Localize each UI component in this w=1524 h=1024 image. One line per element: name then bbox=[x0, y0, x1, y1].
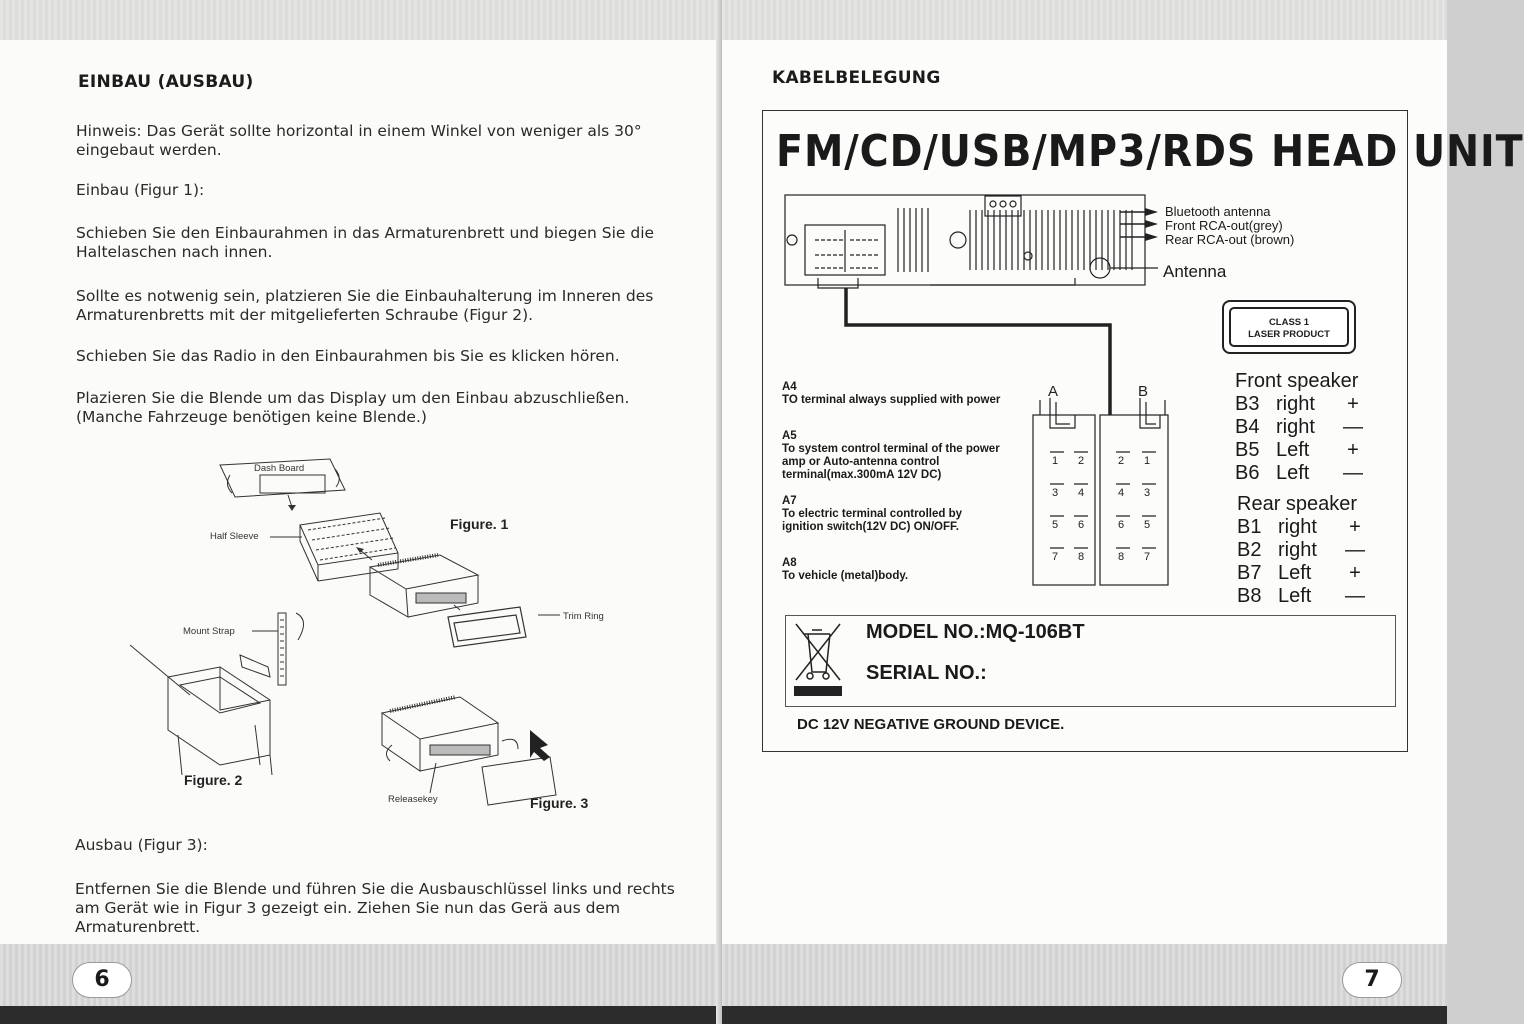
paragraph-einbauhalterung: Sollte es notwenig sein, platzieren Sie die Einbauhalterung im Inneren des Armaturenbretts mit der mitgelieferten Schraube (Figur 2). bbox=[76, 287, 654, 324]
front-speaker-row bbox=[1235, 462, 1368, 485]
speaker-polarity: + bbox=[1347, 393, 1359, 415]
paragraph-hinweis: Hinweis: Das Gerät sollte horizontal in einem Winkel von weniger als 30° eingebaut werden. bbox=[76, 122, 642, 159]
svg-text:1: 1 bbox=[1052, 455, 1059, 467]
speaker-polarity: + bbox=[1347, 439, 1359, 461]
speaker-polarity: — bbox=[1345, 539, 1365, 561]
pin-a7 bbox=[782, 495, 1002, 534]
front-speaker-row bbox=[1235, 416, 1368, 439]
label-mount-strap: Mount Strap bbox=[183, 626, 235, 637]
speaker-side: right bbox=[1278, 539, 1317, 561]
front-speaker-title: Front speaker bbox=[1235, 370, 1359, 392]
paragraph-entfernen: Entfernen Sie die Blende und führen Sie die Ausbauschlüssel links und rechts am Gerät wie in Figur 3 gezeigt ein. Ziehen Sie nun das Gerä aus dem Armaturenbrett. bbox=[75, 880, 675, 936]
label-bluetooth-antenna: Bluetooth antenna bbox=[1165, 204, 1271, 219]
pin-a4-desc: TO terminal always supplied with power bbox=[782, 394, 1001, 406]
half-sleeve-drawing bbox=[300, 513, 398, 581]
mount-strap-drawing bbox=[240, 613, 304, 685]
label-releasekey: Releasekey bbox=[388, 794, 438, 805]
front-speaker-row bbox=[1235, 393, 1368, 416]
head-unit-title: FM/CD/USB/MP3/RDS HEAD UNIT bbox=[776, 126, 1524, 177]
speaker-polarity: — bbox=[1345, 585, 1365, 607]
dashboard-opening-drawing bbox=[130, 645, 272, 775]
svg-text:3: 3 bbox=[1144, 487, 1151, 499]
svg-text:5: 5 bbox=[1144, 519, 1151, 531]
pin-a4 bbox=[782, 381, 1022, 407]
speaker-pin: B1 bbox=[1237, 516, 1262, 538]
speaker-side: Left bbox=[1278, 562, 1312, 584]
ground-note: DC 12V NEGATIVE GROUND DEVICE. bbox=[797, 716, 1065, 733]
radio-unit-drawing bbox=[370, 555, 478, 617]
speaker-pin: B7 bbox=[1237, 562, 1262, 584]
pin-a5-label: A5 bbox=[782, 430, 797, 442]
svg-text:7: 7 bbox=[1052, 551, 1059, 563]
speaker-side: Left bbox=[1276, 462, 1310, 484]
label-front-rca: Front RCA-out(grey) bbox=[1165, 218, 1283, 233]
speaker-side: right bbox=[1276, 416, 1315, 438]
svg-text:6: 6 bbox=[1118, 519, 1125, 531]
pin-a5 bbox=[782, 430, 1022, 482]
speaker-side: Left bbox=[1276, 439, 1310, 461]
pin-a8-label: A8 bbox=[782, 557, 797, 569]
paragraph-ausbau: Ausbau (Figur 3): bbox=[75, 836, 208, 854]
speaker-side: Left bbox=[1278, 585, 1312, 607]
scan-top-band-right bbox=[722, 0, 1447, 40]
laser-class-line1: CLASS 1 bbox=[1268, 317, 1310, 328]
scan-top-band bbox=[0, 0, 722, 40]
label-figure3: Figure. 3 bbox=[530, 795, 589, 811]
rear-speaker-row bbox=[1237, 539, 1370, 562]
label-rear-rca: Rear RCA-out (brown) bbox=[1165, 232, 1295, 247]
svg-text:8: 8 bbox=[1078, 551, 1085, 563]
rear-speaker-row bbox=[1237, 516, 1370, 539]
speaker-side: right bbox=[1278, 516, 1317, 538]
label-figure2: Figure. 2 bbox=[184, 772, 243, 788]
svg-text:2: 2 bbox=[1118, 455, 1125, 467]
pin-a7-desc: To electric terminal controlled by ignition switch(12V DC) ON/OFF. bbox=[782, 508, 962, 533]
laser-class-badge bbox=[1222, 300, 1356, 354]
svg-text:4: 4 bbox=[1118, 487, 1125, 499]
svg-text:6: 6 bbox=[1078, 519, 1085, 531]
rear-speaker-row bbox=[1237, 585, 1370, 608]
label-figure1: Figure. 1 bbox=[450, 516, 509, 532]
speaker-pin: B5 bbox=[1235, 439, 1260, 461]
plug-label-a: A bbox=[1048, 383, 1059, 400]
speaker-polarity: + bbox=[1349, 516, 1361, 538]
speaker-polarity: — bbox=[1343, 462, 1363, 484]
plug-label-b: B bbox=[1138, 383, 1149, 400]
trim-ring-drawing bbox=[448, 607, 526, 647]
pin-a8 bbox=[782, 557, 1002, 583]
pin-a7-label: A7 bbox=[782, 495, 797, 507]
label-antenna: Antenna bbox=[1163, 262, 1227, 281]
svg-text:2: 2 bbox=[1078, 455, 1085, 467]
pin-a8-desc: To vehicle (metal)body. bbox=[782, 570, 909, 582]
svg-text:3: 3 bbox=[1052, 487, 1059, 499]
rear-speaker-title: Rear speaker bbox=[1237, 493, 1358, 515]
pin-a4-label: A4 bbox=[782, 381, 797, 393]
label-trim-ring: Trim Ring bbox=[563, 611, 604, 622]
installation-figures bbox=[120, 445, 640, 825]
weee-bin-icon bbox=[790, 620, 846, 698]
right-heading: KABELBELEGUNG bbox=[772, 68, 941, 88]
paragraph-blende: Plazieren Sie die Blende um das Display um den Einbau abzuschließen. (Manche Fahrzeuge benötigen keine Blende.) bbox=[76, 389, 630, 426]
speaker-pin: B3 bbox=[1235, 393, 1260, 415]
front-speaker-row bbox=[1235, 439, 1368, 462]
svg-text:1: 1 bbox=[1144, 455, 1151, 467]
page-number-left: 6 bbox=[72, 962, 132, 998]
model-number: MODEL NO.:MQ-106BT bbox=[866, 621, 1085, 643]
svg-text:5: 5 bbox=[1052, 519, 1059, 531]
speaker-pin: B4 bbox=[1235, 416, 1260, 438]
rear-speaker-block bbox=[1237, 493, 1370, 608]
front-speaker-block bbox=[1235, 370, 1368, 485]
scan-bottom-band-right bbox=[722, 944, 1447, 1024]
iso-connectors bbox=[1030, 380, 1180, 590]
paragraph-einbau: Einbau (Figur 1): bbox=[76, 181, 205, 199]
label-half-sleeve: Half Sleeve bbox=[210, 531, 259, 542]
page-number-right: 7 bbox=[1342, 962, 1402, 998]
serial-number: SERIAL NO.: bbox=[866, 662, 987, 684]
paragraph-radio: Schieben Sie das Radio in den Einbaurahmen bis Sie es klicken hören. bbox=[76, 347, 620, 365]
speaker-pin: B2 bbox=[1237, 539, 1262, 561]
speaker-polarity: — bbox=[1343, 416, 1363, 438]
label-dash-board: Dash Board bbox=[254, 463, 305, 474]
release-drawing bbox=[382, 697, 556, 805]
pin-a5-desc: To system control terminal of the power amp or Auto-antenna control terminal(max.300mA 12V DC) bbox=[782, 443, 1000, 481]
speaker-pin: B8 bbox=[1237, 585, 1262, 607]
svg-text:4: 4 bbox=[1078, 487, 1085, 499]
laser-class-line2: LASER PRODUCT bbox=[1248, 329, 1330, 340]
svg-text:7: 7 bbox=[1144, 551, 1151, 563]
removal-arrow bbox=[530, 730, 550, 761]
left-page bbox=[0, 0, 722, 1024]
svg-text:8: 8 bbox=[1118, 551, 1125, 563]
speaker-side: right bbox=[1276, 393, 1315, 415]
speaker-pin: B6 bbox=[1235, 462, 1260, 484]
paragraph-einbaurahmen: Schieben Sie den Einbaurahmen in das Armaturenbrett und biegen Sie die Haltelaschen nach innen. bbox=[76, 224, 655, 261]
left-heading: EINBAU (AUSBAU) bbox=[78, 72, 254, 92]
speaker-polarity: + bbox=[1349, 562, 1361, 584]
rear-speaker-row bbox=[1237, 562, 1370, 585]
